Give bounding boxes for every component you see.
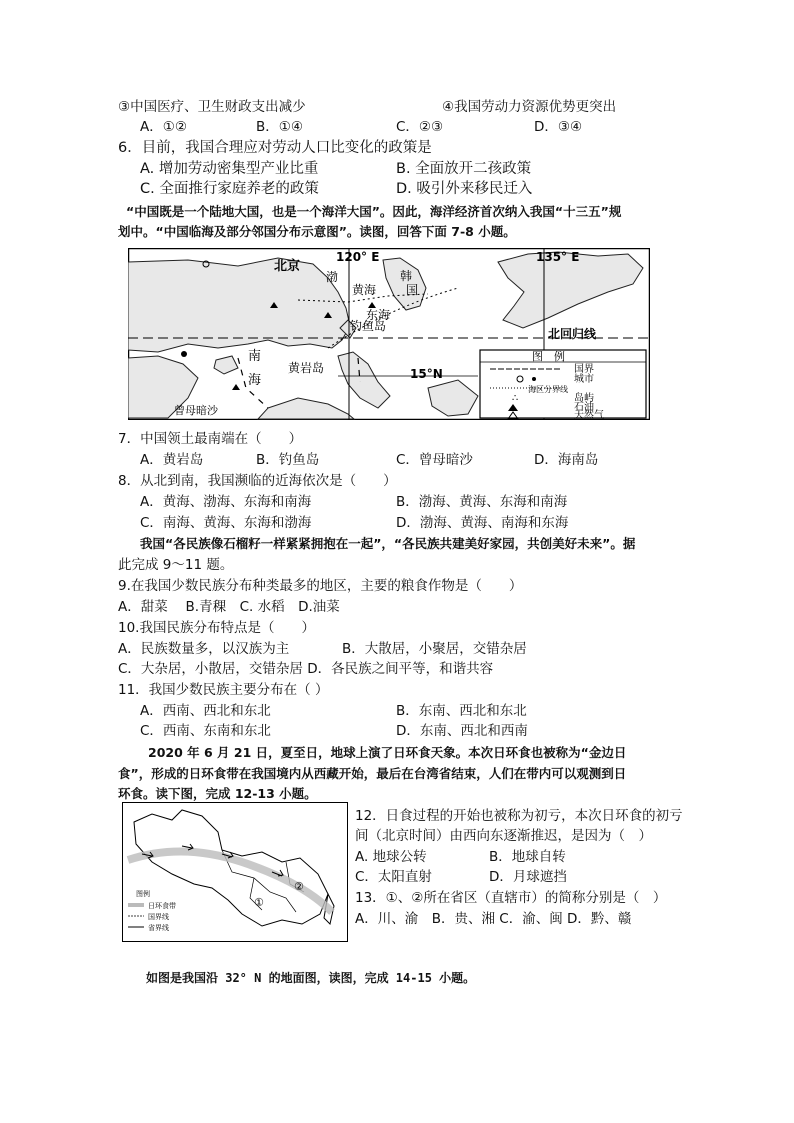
q11-stem: 11．我国少数民族主要分布在（ ） bbox=[118, 682, 329, 698]
q10-stem: 10.我国民族分布特点是（ ） bbox=[118, 620, 315, 636]
q10-option-b: B．大散居，小聚居，交错杂居 bbox=[342, 641, 527, 657]
map2-legend-province: 省界线 bbox=[148, 924, 169, 932]
map2-mark-2: ② bbox=[294, 880, 304, 893]
map-label-donghai: 东海 bbox=[366, 308, 391, 322]
q13-options: A．川、渝 B．贵、湘 C．渝、闽 D．黔、赣 bbox=[355, 911, 632, 927]
map2-legend-title: 图例 bbox=[136, 890, 150, 898]
q6-option-a: A. 增加劳动密集型产业比重 bbox=[140, 161, 319, 177]
legend-title: 图 例 bbox=[532, 350, 565, 363]
q8-option-c: C．南海、黄海、东海和渤海 bbox=[140, 515, 312, 531]
passage-3-line-2: 食”，形成的日环食带在我国境内从西藏开始，最后在台湾省结束，人们在带内可以观测到日 bbox=[118, 766, 627, 781]
q11-option-d: D．东南、西北和西南 bbox=[396, 723, 528, 739]
q9-options: A．甜菜 B.青稞 C. 水稻 D.油菜 bbox=[118, 599, 340, 615]
q8-option-d: D．渤海、黄海、南海和东海 bbox=[396, 515, 569, 531]
q7-option-c: C．曾母暗沙 bbox=[396, 452, 473, 468]
q12-option-b: B．地球自转 bbox=[489, 849, 566, 865]
q6-option-b: B. 全面放开二孩政策 bbox=[396, 161, 532, 177]
q11-option-c: C．西南、东南和东北 bbox=[140, 723, 271, 739]
q13-stem: 13．①、②所在省区（直辖市）的简称分别是（ ） bbox=[355, 890, 667, 906]
map-label-huanghai: 黄海 bbox=[352, 283, 377, 297]
map2-legend-band: 日环食带 bbox=[148, 902, 176, 910]
map-label-nan: 南 bbox=[248, 349, 262, 364]
q12-option-c: C．太阳直射 bbox=[355, 869, 432, 885]
q7-stem: 7．中国领土最南端在（ ） bbox=[118, 431, 303, 447]
passage-1-line-1: “中国既是一个陆地大国，也是一个海洋大国”。因此，海洋经济首次纳入我国“十三五”规 bbox=[126, 204, 622, 219]
q5-item-4: ④我国劳动力资源优势更突出 bbox=[442, 99, 617, 115]
map-label-135e: 135° E bbox=[536, 250, 580, 264]
map-label-huangyan: 黄岩岛 bbox=[288, 361, 325, 375]
map-label-tropic: 北回归线 bbox=[548, 327, 597, 341]
q5-option-a: A．①② bbox=[140, 119, 187, 135]
q12-stem-line-1: 12．日食过程的开始也被称为初亏，本次日环食的初亏 bbox=[355, 808, 683, 824]
passage-3-line-3: 环食。读下图，完成 12-13 小题。 bbox=[118, 786, 317, 801]
q6-stem: 6．目前，我国合理应对劳动人口比变化的政策是 bbox=[118, 140, 432, 156]
q5-option-c: C．②③ bbox=[396, 119, 444, 135]
legend-island: 岛屿 bbox=[574, 393, 594, 404]
passage-2-line-2: 此完成 9～11 题。 bbox=[118, 557, 234, 573]
passage-2-line-1: 我国“各民族像石榴籽一样紧紧拥抱在一起”，“各民族共建美好家园，共创美好未来”。据 bbox=[140, 536, 636, 551]
q5-option-d: D．③④ bbox=[534, 119, 583, 135]
annular-eclipse-map bbox=[122, 802, 348, 942]
q7-option-b: B．钓鱼岛 bbox=[256, 452, 320, 468]
passage-3-line-1: 2020 年 6 月 21 日，夏至日，地球上演了日环食天象。本次日环食也被称为“金边日 bbox=[148, 745, 627, 760]
legend-island-symbol: ∴ bbox=[512, 393, 519, 404]
q10-option-a: A．民族数量多，以汉族为主 bbox=[118, 641, 290, 657]
map2-legend-border: 国界线 bbox=[148, 913, 169, 921]
map-label-bohai: 渤 bbox=[326, 270, 339, 284]
map-label-korea-b: 国 bbox=[406, 283, 419, 297]
q8-option-a: A．黄海、渤海、东海和南海 bbox=[140, 494, 312, 510]
passage-1-line-2: 划中。“中国临海及部分邻国分布示意图”。读图，回答下面 7-8 小题。 bbox=[118, 224, 516, 239]
map-label-hai: 海 bbox=[248, 373, 262, 388]
legend-city: 城市 bbox=[574, 374, 594, 385]
q10-option-cd: C．大杂居，小散居，交错杂居 D．各民族之间平等，和谐共容 bbox=[118, 661, 494, 677]
q7-option-a: A．黄岩岛 bbox=[140, 452, 204, 468]
legend-sea-boundary: 海区分界线 bbox=[528, 385, 568, 394]
map-label-zengmu: 曾母暗沙 bbox=[174, 404, 218, 417]
map-label-diaoyu: 钓鱼岛 bbox=[350, 319, 387, 333]
q9-stem: 9.在我国少数民族分布种类最多的地区，主要的粮食作物是（ ） bbox=[118, 578, 523, 594]
legend-border: 国界 bbox=[574, 364, 594, 375]
city-dot bbox=[181, 351, 187, 357]
q8-option-b: B．渤海、黄海、东海和南海 bbox=[396, 494, 568, 510]
map-label-korea-a: 韩 bbox=[400, 269, 413, 283]
map-label-15n: 15°N bbox=[410, 367, 443, 381]
china-seas-map bbox=[128, 248, 650, 420]
q6-option-c: C. 全面推行家庭养老的政策 bbox=[140, 181, 319, 197]
map-label-120e: 120° E bbox=[336, 250, 380, 264]
q11-option-b: B．东南、西北和东北 bbox=[396, 703, 527, 719]
q6-option-d: D. 吸引外来移民迁入 bbox=[396, 181, 533, 197]
legend-gas: 天然气 bbox=[574, 410, 604, 420]
q5-item-3: ③中国医疗、卫生财政支出减少 bbox=[118, 99, 306, 115]
q7-option-d: D．海南岛 bbox=[534, 452, 599, 468]
q8-stem: 8．从北到南，我国濒临的近海依次是（ ） bbox=[118, 473, 397, 489]
q5-option-b: B．①④ bbox=[256, 119, 303, 135]
map2-mark-1: ① bbox=[254, 896, 264, 909]
q12-option-d: D．月球遮挡 bbox=[489, 869, 567, 885]
q12-option-a: A. 地球公转 bbox=[355, 849, 427, 865]
passage-4: 如图是我国沿 32° N 的地面图，读图，完成 14-15 小题。 bbox=[146, 971, 476, 985]
legend-oil: 石油 bbox=[574, 402, 594, 413]
q11-option-a: A．西南、西北和东北 bbox=[140, 703, 271, 719]
q12-stem-line-2: 间（北京时间）由西向东逐渐推迟，是因为（ ） bbox=[355, 828, 652, 844]
map-label-beijing: 北京 bbox=[274, 259, 301, 274]
